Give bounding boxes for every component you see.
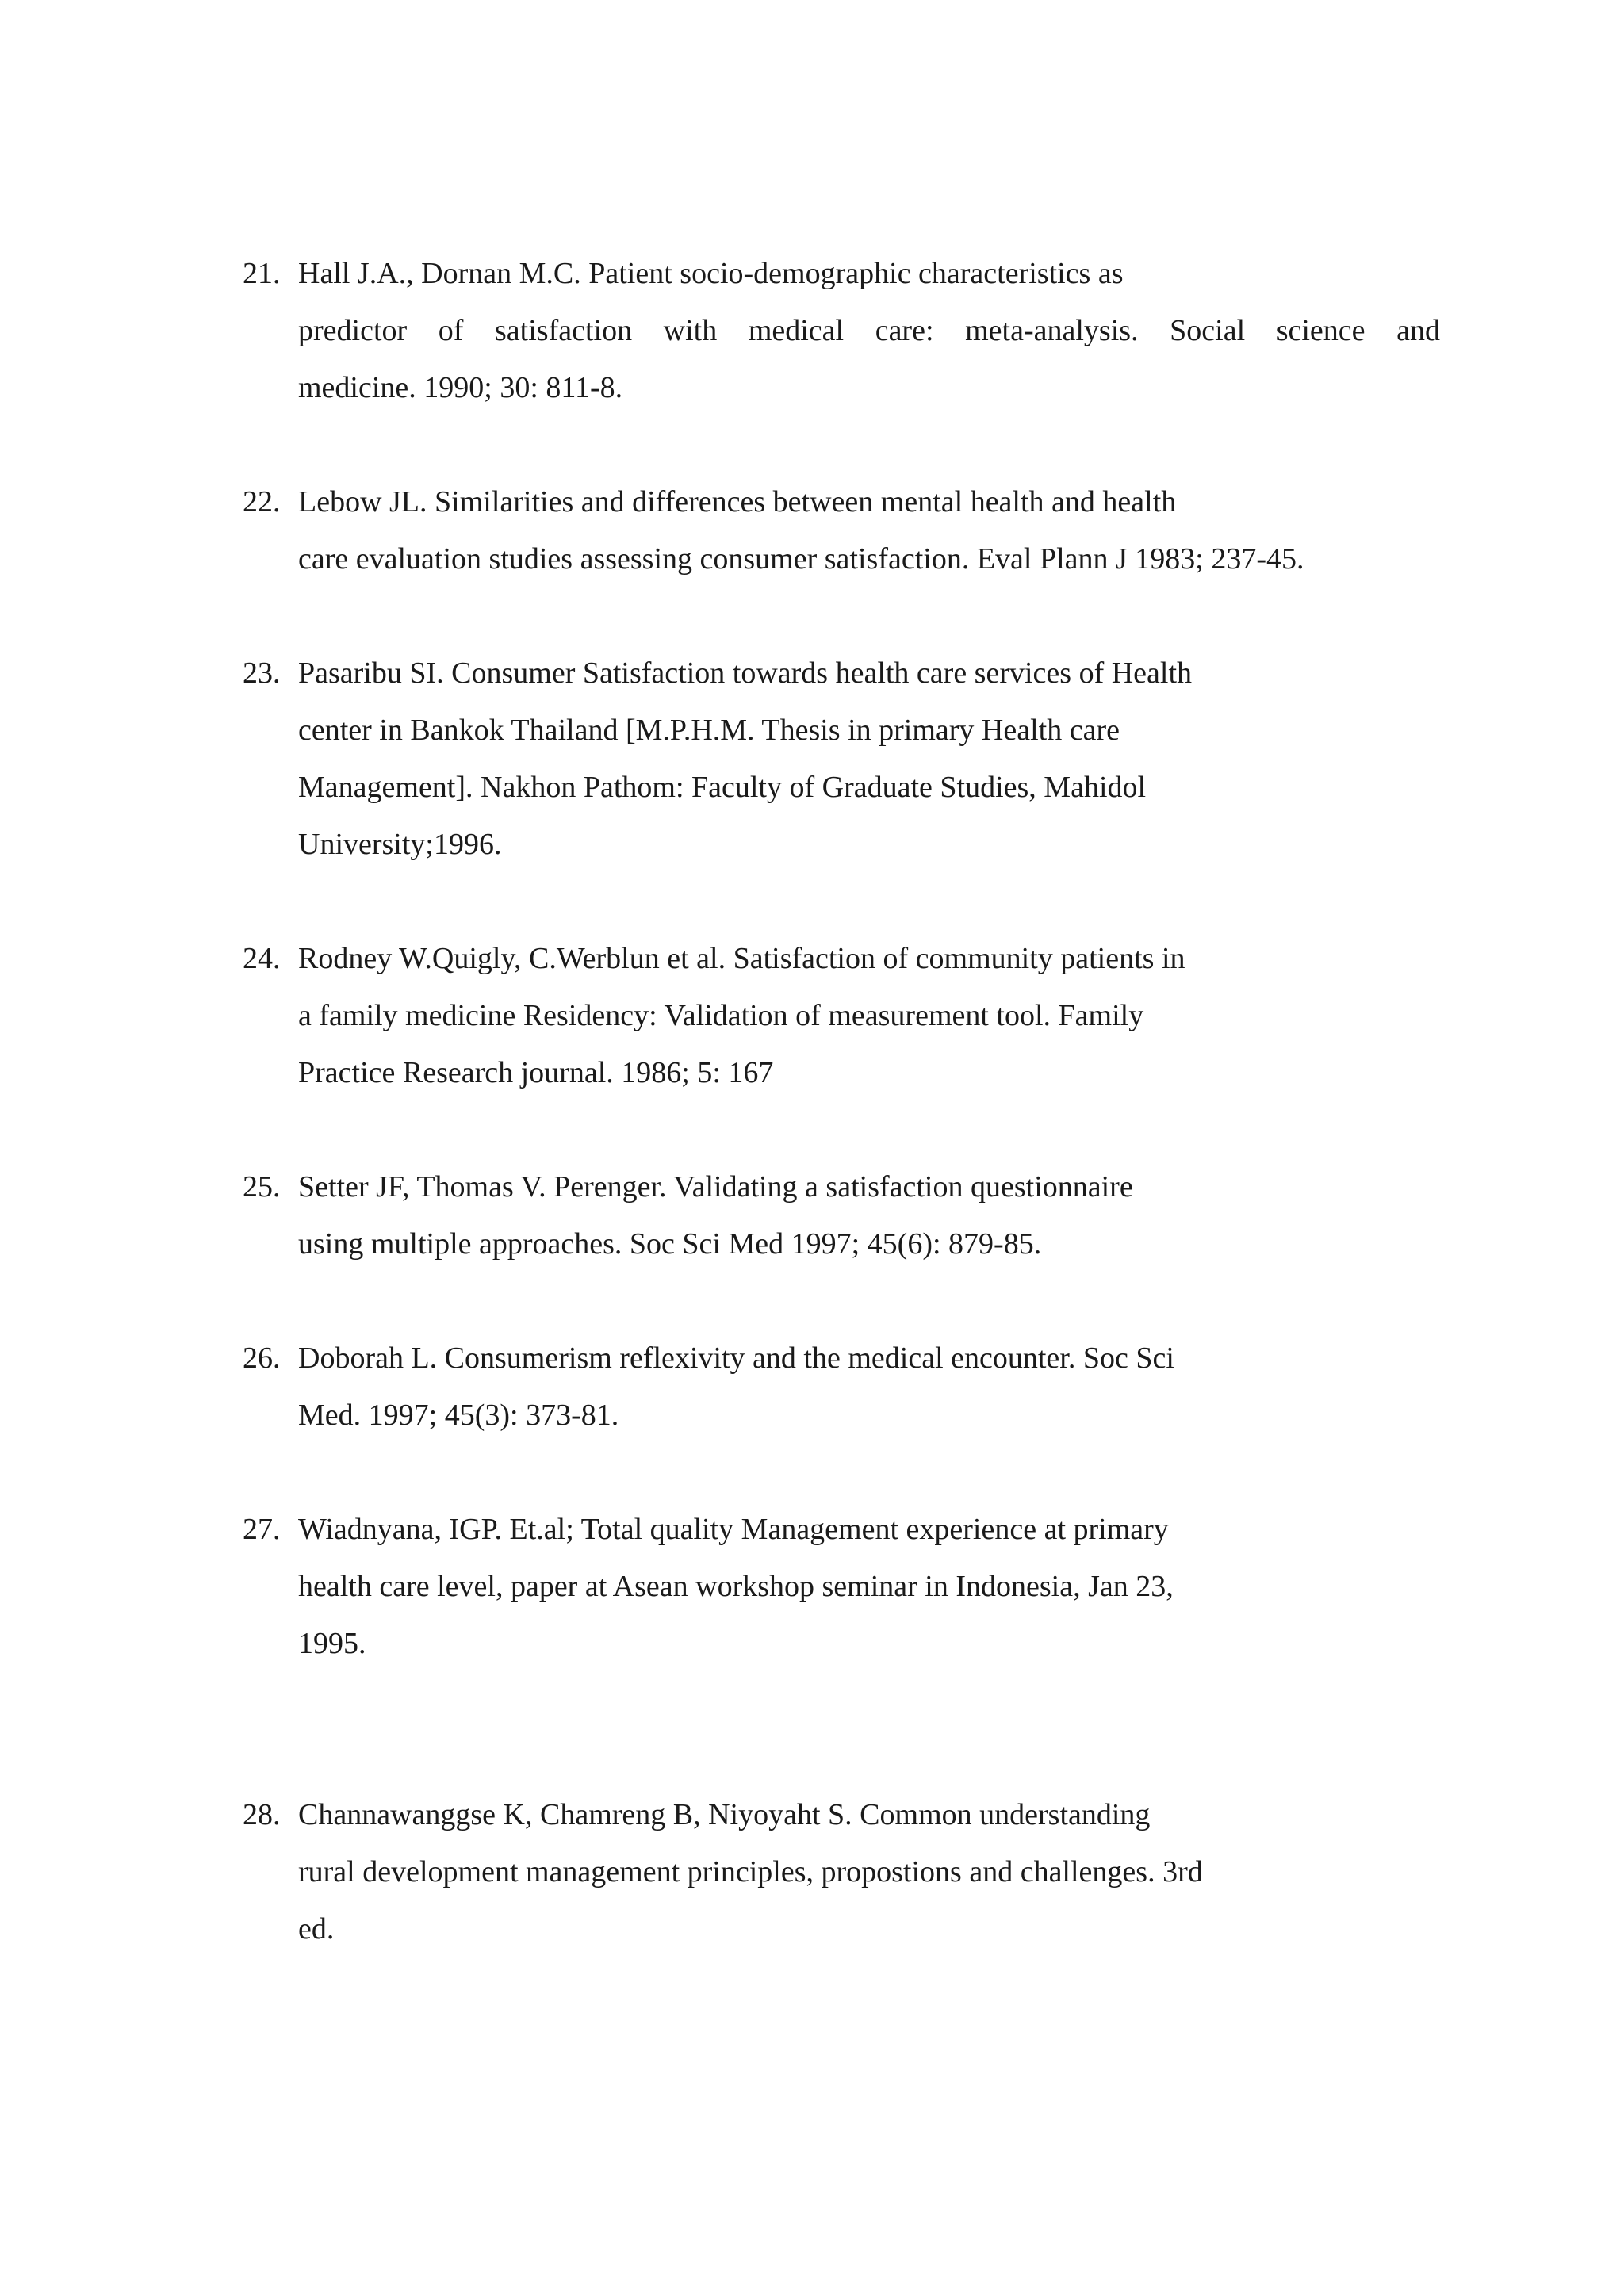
reference-line: Management]. Nakhon Pathom: Faculty of Graduate Studies, Mahidol (298, 771, 1147, 804)
reference-number: 28. (243, 1798, 281, 1831)
reference-line: center in Bankok Thailand [M.P.H.M. Thesis in primary Health care (298, 714, 1120, 747)
reference-line: Rodney W.Quigly, C.Werblun et al. Satisfaction of community patients in (298, 942, 1185, 975)
reference-line: Channawanggse K, Chamreng B, Niyoyaht S. Common understanding (298, 1798, 1151, 1831)
reference-line: University;1996. (298, 828, 502, 861)
reference-number: 27. (243, 1513, 281, 1546)
reference-line: Pasaribu SI. Consumer Satisfaction towards health care services of Health (298, 656, 1193, 690)
reference-line: medicine. 1990; 30: 811-8. (298, 371, 623, 404)
reference-number: 25. (243, 1170, 281, 1203)
reference-line: Lebow JL. Similarities and differences between mental health and health (298, 485, 1177, 519)
reference-line: 1995. (298, 1627, 366, 1660)
reference-line: Practice Research journal. 1986; 5: 167 (298, 1056, 774, 1089)
reference-line: Doborah L. Consumerism reflexivity and the medical encounter. Soc Sci (298, 1341, 1174, 1375)
reference-line: using multiple approaches. Soc Sci Med 1997; 45(6): 879-85. (298, 1227, 1042, 1261)
reference-number: 26. (243, 1341, 281, 1375)
reference-number: 21. (243, 257, 281, 290)
reference-line: Wiadnyana, IGP. Et.al; Total quality Management experience at primary (298, 1513, 1169, 1546)
reference-line: ed. (298, 1912, 335, 1946)
reference-number: 24. (243, 942, 281, 975)
reference-line: a family medicine Residency: Validation of measurement tool. Family (298, 999, 1144, 1032)
reference-number: 22. (243, 485, 281, 519)
reference-line: predictor of satisfaction with medical care: meta-analysis. Social science and (298, 314, 1440, 347)
reference-line: care evaluation studies assessing consumer satisfaction. Eval Plann J 1983; 237-45. (298, 542, 1304, 576)
reference-line: health care level, paper at Asean workshop seminar in Indonesia, Jan 23, (298, 1570, 1174, 1603)
reference-line: rural development management principles, propostions and challenges. 3rd (298, 1855, 1203, 1888)
reference-line: Hall J.A., Dornan M.C. Patient socio-demographic characteristics as (298, 257, 1124, 290)
reference-line: Med. 1997; 45(3): 373-81. (298, 1399, 619, 1432)
reference-number: 23. (243, 656, 281, 690)
reference-line: Setter JF, Thomas V. Perenger. Validating a satisfaction questionnaire (298, 1170, 1133, 1203)
